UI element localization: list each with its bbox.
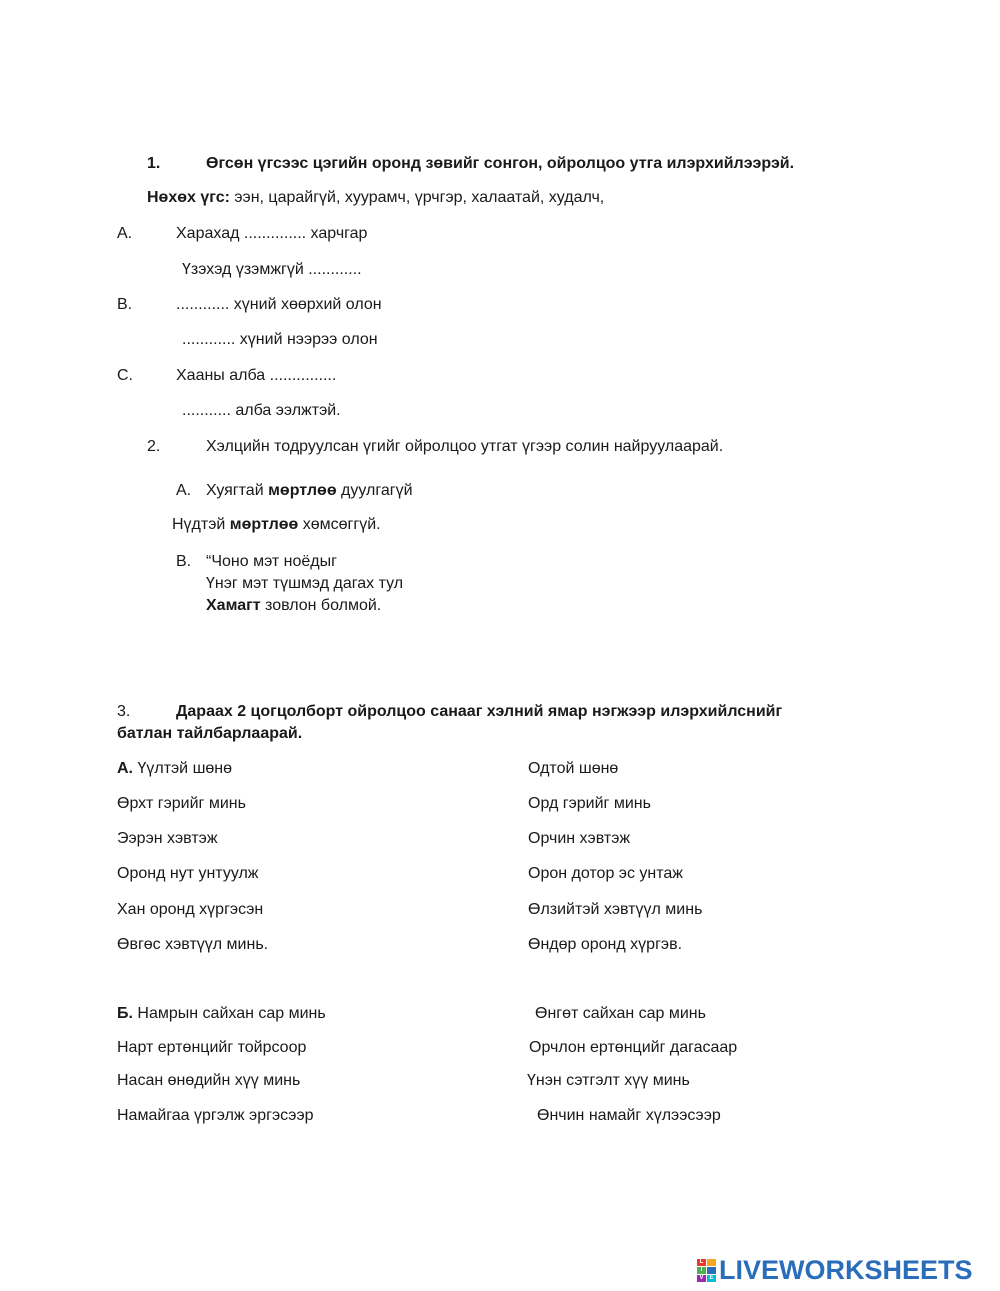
q2-a-letter: A. (176, 482, 192, 499)
q3-b-right-3: Өнчин намайг хүлээсээр (537, 1107, 721, 1124)
q3-a-left-5: Өвгөс хэвтүүл минь. (117, 936, 269, 953)
q1-helper-words: ээн, царайгүй, хуурамч, үрчгэр, халаатай, худалч, (229, 189, 605, 206)
logo-text: LIVEWORKSHEETS (719, 1254, 973, 1285)
q1-helper-label: Нөхөх үгс: (147, 189, 230, 206)
logo-blocks-icon: L I V E (697, 1259, 716, 1282)
q2-b-letter: B. (176, 553, 192, 570)
q1-a-line1: Харахад .............. харчгар (176, 225, 368, 242)
q1-title: Өгсөн үгсээс цэгийн оронд зөвийг сонгон, ойролцоо утга илэрхийлээрэй. (206, 155, 795, 172)
q3-b-left-2: Насан өнөдийн хүү минь (117, 1072, 301, 1089)
q2-a-line1: Хуягтай мөртлөө дуулгагүй (206, 482, 413, 499)
q1-a-letter: A. (117, 225, 133, 242)
q1-a-line2: Үзэхэд үзэмжгүй ............ (182, 261, 362, 278)
q3-a-right-4: Өлзийтэй хэвтүүл минь (528, 901, 703, 918)
q2-number: 2. (147, 438, 161, 455)
q3-b-label: Б. (117, 1005, 133, 1022)
q3-a-right-3: Орон дотор эс унтаж (528, 865, 683, 882)
q3-a-left-4: Хан оронд хүргэсэн (117, 901, 264, 918)
q3-a-left-3: Оронд нут унтуулж (117, 865, 259, 882)
q3-b-left-3: Намайгаа үргэлж эргэсээр (117, 1107, 314, 1124)
q2-b-line1: “Чоно мэт ноёдыг (206, 553, 337, 570)
q3-b-right-0: Өнгөт сайхан сар минь (535, 1005, 706, 1022)
q3-b-right-2: Үнэн сэтгэлт хүү минь (527, 1072, 690, 1089)
q3-title-line1: Дараах 2 цогцолборт ойролцоо санааг хэлний ямар нэгжээр илэрхийлснийг (176, 703, 783, 720)
q3-a-label: А. (117, 760, 133, 777)
q1-c-line1: Хааны алба ............... (176, 367, 337, 384)
q2-b-line3: Хамагт зовлон болмой. (206, 597, 382, 614)
q3-a-right-2: Орчин хэвтэж (528, 830, 631, 847)
q1-helper (147, 188, 604, 208)
q3-a-right-5: Өндөр оронд хүргэв. (528, 936, 683, 953)
q1-b-line1: ............ хүний хөөрхий олон (176, 296, 382, 313)
q2-a-line2: Нүдтэй мөртлөө хөмсөггүй. (172, 516, 381, 533)
q2-title: Хэлцийн тодруулсан үгийг ойролцоо утгат үгээр солин найруулаарай. (206, 438, 724, 455)
q3-number: 3. (117, 703, 131, 720)
q3-a-right-0: Одтой шөнө (528, 760, 619, 777)
q3-title-line2: батлан тайлбарлаарай. (117, 725, 303, 742)
q2-b-line2: Үнэг мэт түшмэд дагах тул (206, 575, 404, 592)
q3-b-right-1: Орчлон ертөнцийг дагасаар (529, 1039, 738, 1056)
q3-a-left-0: А. Үүлтэй шөнө (117, 760, 233, 777)
q1-b-letter: B. (117, 296, 133, 313)
q3-a-left-2: Ээрэн хэвтэж (117, 830, 218, 847)
q3-b-left-1: Нарт ертөнцийг тойрсоор (117, 1039, 307, 1056)
liveworksheets-logo (697, 1255, 973, 1285)
q1-c-line2: ........... алба ээлжтэй. (182, 402, 341, 419)
q1-c-letter: C. (117, 367, 133, 384)
q3-a-right-1: Орд гэрийг минь (528, 795, 651, 812)
q3-b-left-0: Б. Намрын сайхан сар минь (117, 1005, 326, 1022)
q1-number: 1. (147, 155, 161, 172)
q1-b-line2: ............ хүний нээрээ олон (182, 331, 378, 348)
q3-a-left-1: Өрхт гэрийг минь (117, 795, 246, 812)
